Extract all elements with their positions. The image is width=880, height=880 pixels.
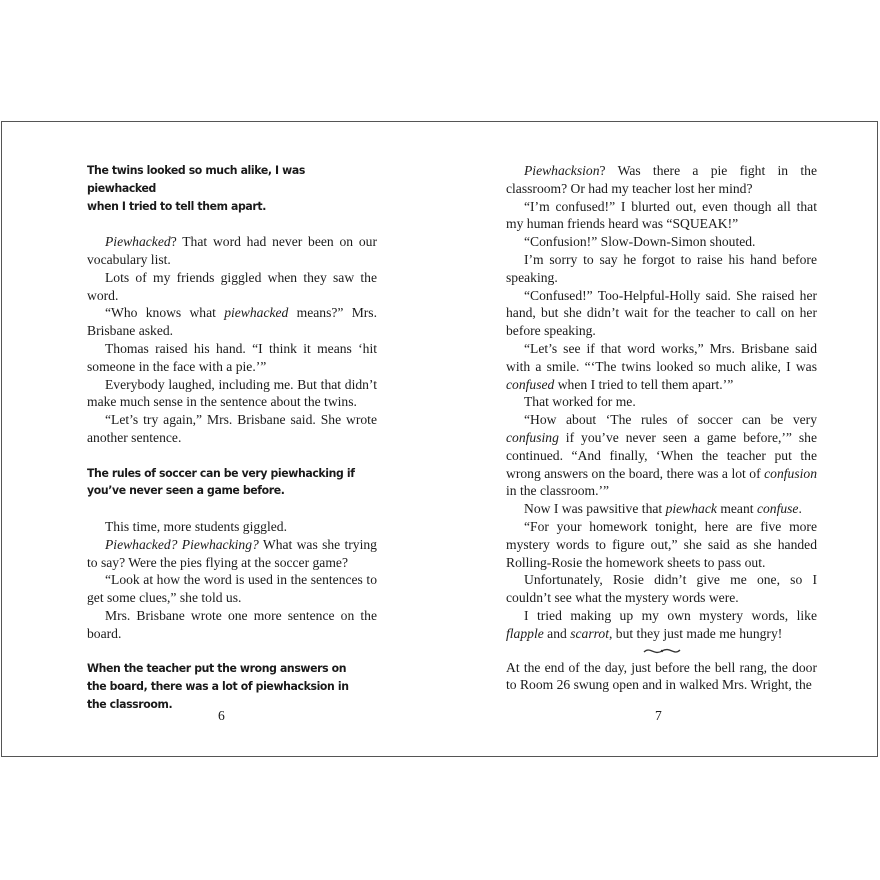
book-spread [1, 121, 878, 757]
paragraph: That worked for me. [524, 394, 636, 410]
paragraph: “Let’s see if that word works,” Mrs. Brisbane said with a smile. “‘The twins looked so much alike, I was confused when I tried to tell them apart.’” [506, 340, 817, 392]
paragraph: “Confusion!” Slow-Down-Simon shouted. [524, 234, 756, 250]
page-number-right: 7 [655, 708, 662, 723]
paragraph: Now I was pawsitive that piewhack meant confuse. [524, 501, 802, 517]
paragraph: At the end of the day, just before the bell rang, the door to Room 26 swung open and in walked Mrs. Wright, the [506, 659, 817, 693]
paragraph: Mrs. Brisbane wrote one more sentence on the board. [87, 607, 377, 641]
board-sentence-3: When the teacher put the wrong answers on the board, there was a lot of piewhacksion in the classroom. [87, 661, 349, 711]
section-break-ornament-icon [642, 645, 682, 657]
left-page [87, 162, 377, 714]
paragraph: I tried making up my own mystery words, like flapple and scarrot, but they just made me hungry! [506, 607, 817, 641]
paragraph: Thomas raised his hand. “I think it means ‘hit someone in the face with a pie.’” [87, 340, 377, 374]
paragraph: This time, more students giggled. [105, 518, 287, 534]
paragraph: “For your homework tonight, here are five more mystery words to figure out,” she said as she handed Rolling-Rosie the homework sheets to pass out. [506, 518, 817, 570]
paragraph: Piewhacked? That word had never been on our vocabulary list. [87, 234, 377, 267]
paragraph: “Who knows what piewhacked means?” Mrs. Brisbane asked. [87, 305, 377, 339]
paragraph: “Confused!” Too-Helpful-Holly said. She raised her hand, but she didn’t wait for the teacher to call on her before speaking. [506, 287, 817, 339]
paragraph: “Let’s try again,” Mrs. Brisbane said. She wrote another sentence. [87, 412, 377, 445]
paragraph: I’m sorry to say he forgot to raise his hand before speaking. [506, 251, 817, 285]
page-number-left: 6 [218, 708, 225, 723]
board-sentence-2: The rules of soccer can be very piewhacking if you’ve never seen a game before. [87, 465, 355, 498]
paragraph: Everybody laughed, including me. But that didn’t make much sense in the sentence about the twins. [87, 376, 377, 410]
paragraph: Unfortunately, Rosie didn’t give me one, so I couldn’t see what the mystery words were. [506, 572, 817, 606]
board-sentence-1: The twins looked so much alike, I was piewhacked when I tried to tell them apart. [87, 163, 305, 213]
paragraph: “I’m confused!” I blurted out, even though all that my human friends heard was “SQUEAK!” [506, 198, 817, 232]
paragraph: “Look at how the word is used in the sentences to get some clues,” she told us. [87, 572, 377, 606]
right-page [506, 162, 817, 694]
paragraph: Piewhacksion? Was there a pie fight in the classroom? Or had my teacher lost her mind? [506, 163, 817, 196]
paragraph: Lots of my friends giggled when they saw the word. [87, 269, 377, 303]
paragraph: “How about ‘The rules of soccer can be very confusing if you’ve never seen a game before,’” she continued. “And finally, ‘When the teacher put the wrong answers on the board, there was a lot of confusion in the classroom.’” [506, 412, 817, 499]
paragraph: Piewhacked? Piewhacking? What was she trying to say? Were the pies flying at the soccer game? [87, 536, 377, 570]
